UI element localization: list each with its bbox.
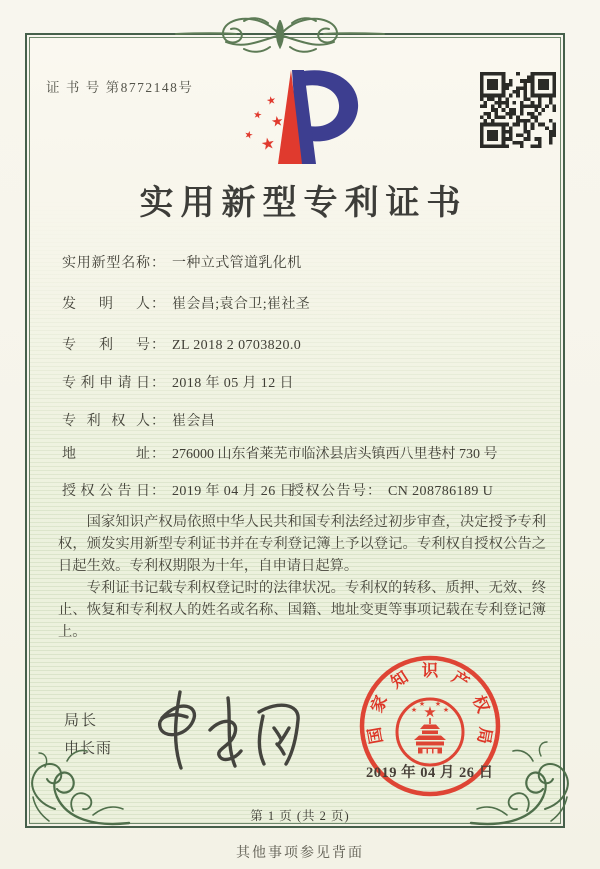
cnipa-logo-icon [232, 68, 368, 168]
field-value: 2018 年 05 月 12 日 [172, 376, 294, 391]
legal-paragraph: 专利证书记载专利权登记时的法律状况。专利权的转移、质押、无效、终止、恢复和专利权人的姓名或名称、国籍、地址变更等事项记载在专利登记簿上。 [58, 580, 546, 640]
svg-text:国: 国 [364, 725, 387, 746]
svg-text:★: ★ [252, 109, 263, 122]
field-value: 一种立式管道乳化机 [172, 256, 302, 271]
back-note: 其他事项参见背面 [236, 846, 364, 861]
field-row-inventor: 发明人： 崔会昌;袁合卫;崔社圣 [62, 293, 548, 315]
field-pair-grant-number: 授权公告号： CN 208786189 U [290, 480, 493, 500]
svg-text:★: ★ [270, 113, 285, 131]
field-value: 276000 山东省莱芜市临沭县店头镇西八里巷村 730 号 [172, 447, 498, 462]
field-value: 崔会昌 [172, 414, 216, 429]
top-border-ornament-icon [172, 9, 388, 57]
director-name: 申长雨 [64, 741, 113, 757]
field-label: 专利权人 [62, 414, 150, 429]
svg-text:产: 产 [448, 667, 473, 693]
svg-text:★: ★ [434, 700, 442, 708]
director-title: 局长 [64, 713, 99, 729]
certificate-title: 实用新型专利证书 [139, 185, 468, 222]
field-value: ZL 2018 2 0703820.0 [172, 338, 302, 353]
field-value: 崔会昌;袁合卫;崔社圣 [172, 297, 311, 312]
field-label: 地址 [62, 447, 150, 462]
svg-text:家: 家 [367, 692, 392, 716]
svg-text:★: ★ [418, 700, 426, 708]
svg-text:权: 权 [468, 692, 493, 716]
field-row-grant-date: 授权公告日： 2019 年 04 月 26 日 授权公告号： CN 208786189 U [62, 480, 548, 502]
legal-text [58, 511, 546, 643]
svg-text:★: ★ [442, 706, 450, 714]
svg-text:★: ★ [423, 703, 437, 721]
field-row-address: 地址： 276000 山东省莱芜市临沭县店头镇西八里巷村 730 号 [62, 443, 548, 465]
page-indicator: 第 1 页 (共 2 页) [250, 809, 350, 823]
field-row-filing-date: 专利申请日： 2018 年 05 月 12 日 [62, 372, 548, 394]
field-row-patentee: 专利权人： 崔会昌 [62, 410, 548, 432]
field-label: 发明人 [62, 297, 150, 312]
svg-text:★: ★ [265, 93, 278, 108]
certificate-number: 证 书 号 第8772148号 [46, 80, 194, 95]
field-label: 专利号 [62, 338, 150, 353]
svg-text:局: 局 [473, 725, 496, 746]
field-label: 授权公告日 [62, 484, 150, 499]
svg-text:★: ★ [410, 706, 418, 714]
seal-date: 2019 年 04 月 26 日 [366, 765, 494, 781]
director-signature-script [146, 686, 324, 774]
field-label: 专利申请日 [62, 376, 150, 391]
svg-text:★: ★ [259, 132, 277, 155]
field-value: CN 208786189 U [388, 484, 494, 499]
field-row-patent-number: 专利号： ZL 2018 2 0703820.0 [62, 334, 548, 356]
svg-text:识: 识 [421, 661, 439, 680]
svg-text:知: 知 [387, 667, 412, 693]
field-label: 实用新型名称 [62, 256, 150, 271]
svg-text:★: ★ [242, 129, 255, 142]
qr-code [480, 72, 558, 150]
bottom-left-flourish-icon [15, 745, 133, 837]
legal-paragraph: 国家知识产权局依照中华人民共和国专利法经过初步审查，决定授予专利权，颁发实用新型专利证书并在专利登记簿上予以登记。专利权自授权公告之日起生效。专利权期限为十年，自申请日起算。 [58, 514, 546, 574]
national-emblem-icon [397, 699, 463, 765]
field-row-name: 实用新型名称： 一种立式管道乳化机 [62, 252, 548, 274]
field-value: 2019 年 04 月 26 日 [172, 484, 294, 499]
field-label: 授权公告号 [290, 484, 366, 499]
